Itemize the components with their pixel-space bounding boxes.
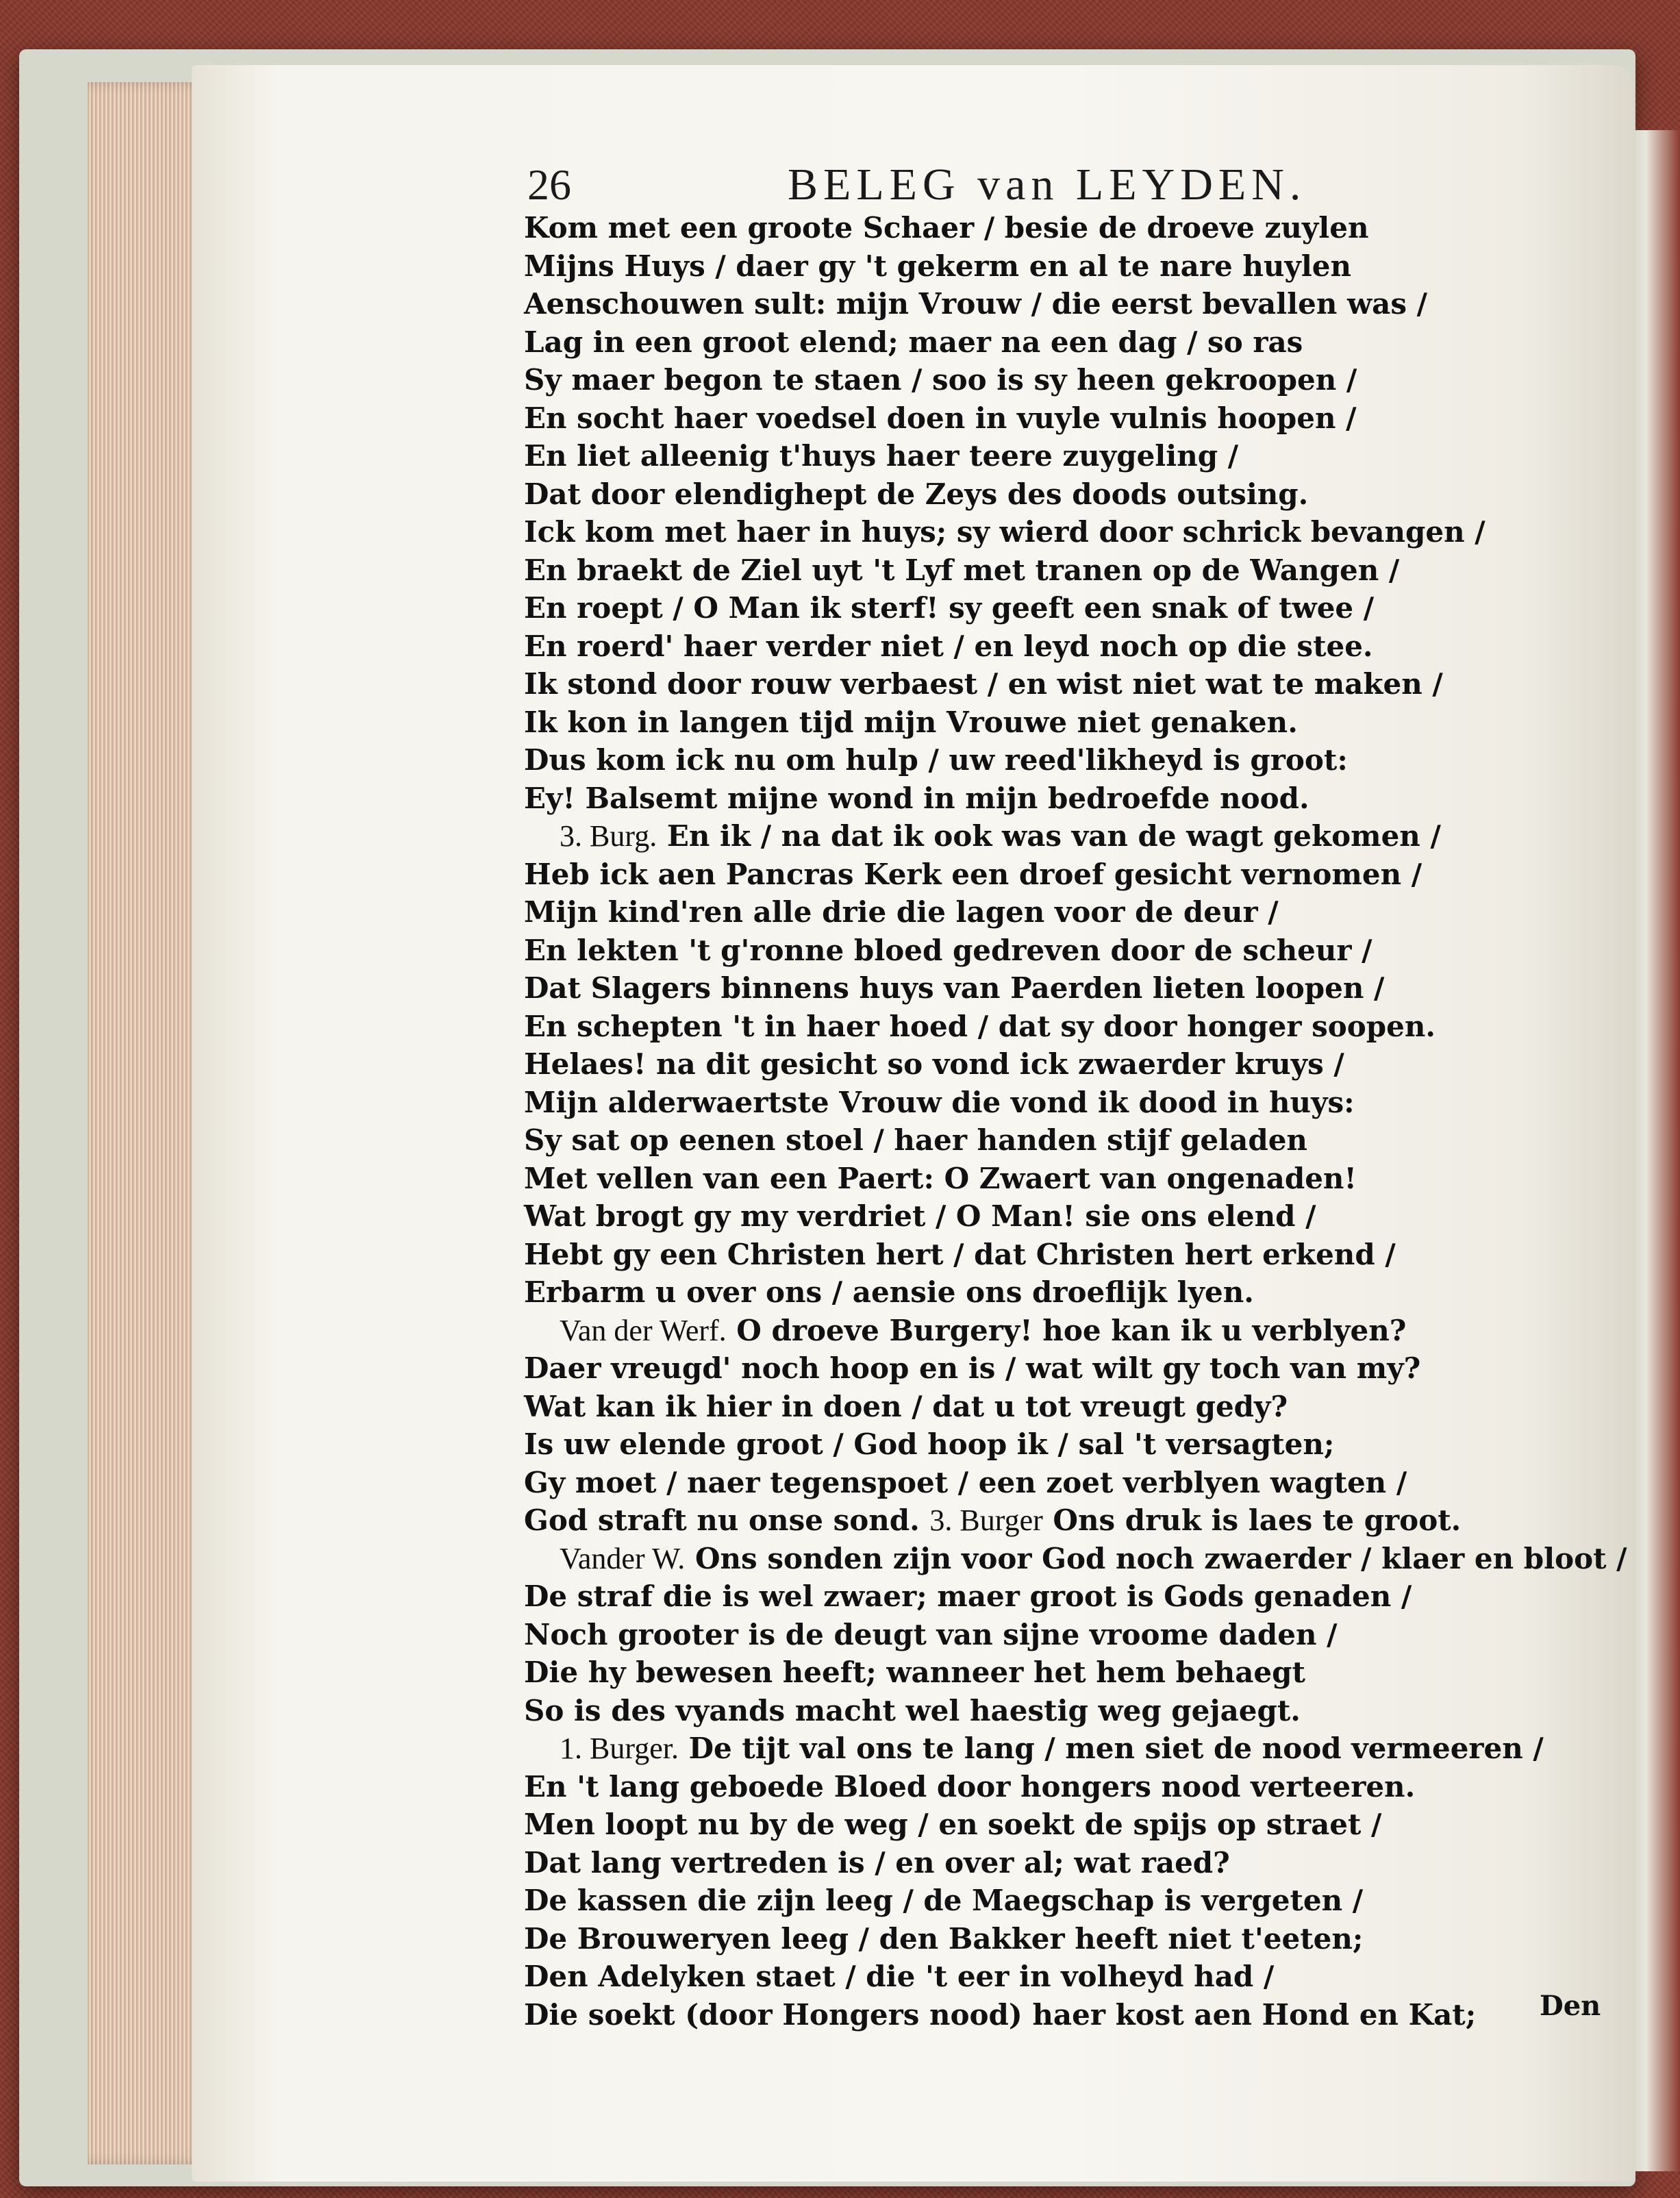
verse-line [524,1920,1606,1958]
verse-line [524,932,1606,970]
speaker-name: 3. Burger [929,1503,1043,1537]
line-text: Sy sat op eenen stoel / haer handen stijf geladen [524,1123,1307,1157]
line-text: En braekt de Ziel uyt 't Lyf met tranen op de Wangen / [524,553,1400,587]
verse-line [524,1844,1606,1882]
verse-line [524,361,1606,399]
verse-line [524,209,1606,247]
verse-line [524,285,1606,323]
verse-line [524,475,1606,514]
line-text: Wat kan ik hier in doen / dat u tot vreugt gedy? [524,1389,1288,1423]
line-text: Mijns Huys / daer gy 't gekerm en al te nare huylen [524,249,1352,283]
line-text: So is des vyands macht wel haestig weg gejaegt. [524,1693,1301,1727]
line-text: Gy moet / naer tegenspoet / een zoet verblyen wagten / [524,1465,1407,1499]
verse-line [524,1806,1606,1844]
verse-line [524,1464,1606,1502]
line-text: De tijt val ons te lang / men siet de nood vermeeren / [688,1732,1544,1765]
verse-line [524,1236,1606,1274]
verse-line [524,1540,1627,1578]
verse-line [524,1653,1606,1692]
running-head [527,154,1418,216]
line-text: Heb ick aen Pancras Kerk een droef gesicht vernomen / [524,857,1422,891]
line-text: Die hy bewesen heeft; wanneer het hem behaegt [524,1656,1305,1689]
line-text: Ons druk is laes te groot. [1053,1503,1462,1537]
line-text: Is uw elende groot / God hoop ik / sal 't versagten; [524,1427,1335,1461]
verse-line [524,1084,1606,1122]
line-text: Mijn kind'ren alle drie die lagen voor de deur / [524,895,1279,929]
line-text: Ick kom met haer in huys; sy wierd door schrick bevangen / [524,515,1485,549]
line-text: De kassen die zijn leeg / de Maegschap is vergeten / [524,1884,1364,1917]
line-text: En schepten 't in haer hoed / dat sy door honger soopen. [524,1009,1435,1043]
verse-line [524,1768,1606,1806]
line-text: Den Adelyken staet / die 't eer in volheyd had / [524,1960,1275,1993]
verse-line [524,1616,1606,1654]
line-text: Mijn alderwaertste Vrouw die vond ik dood in huys: [524,1085,1355,1119]
verse-line [524,1388,1606,1426]
verse-line [524,551,1606,590]
page-number: 26 [527,160,571,209]
line-text: Met vellen van een Paert: O Zwaert van ongenaden! [524,1161,1357,1195]
verse-line [524,1160,1606,1198]
line-text: Noch grooter is de deugt van sijne vroome daden / [524,1617,1338,1651]
line-text: Dat lang vertreden is / en over al; wat raed? [524,1845,1230,1879]
verse-text [524,209,1627,2034]
line-text: Ik kon in langen tijd mijn Vrouwe niet genaken. [524,705,1298,739]
verse-line [524,1996,1606,2034]
line-text: En lekten 't g'ronne bloed gedreven door de scheur / [524,933,1372,967]
verse-line [524,703,1606,742]
line-text: Lag in een groot elend; maer na een dag / so ras [524,325,1303,359]
verse-line [524,1349,1606,1388]
speaker-name: 3. Burg. [560,819,657,853]
line-text: Aenschouwen sult: mijn Vrouw / die eerst bevallen was / [524,287,1427,321]
line-text: Men loopt nu by de weg / en soekt de spijs op straet / [524,1808,1382,1841]
verse-line [524,1197,1606,1236]
verse-line [524,1958,1606,1996]
verse-line [524,437,1606,475]
line-text: Erbarm u over ons / aensie ons droeflijk lyen. [524,1275,1254,1309]
verse-line [524,779,1606,818]
line-text: Hebt gy een Christen hert / dat Christen hert erkend / [524,1237,1396,1271]
verse-line [524,589,1606,627]
line-text: Ik stond door rouw verbaest / en wist niet wat te maken / [524,667,1443,701]
line-text: En ik / na dat ik ook was van de wagt gekomen / [666,819,1441,853]
verse-line [524,856,1606,894]
verse-line [524,1008,1606,1046]
line-text: Sy maer begon te staen / soo is sy heen gekroopen / [524,363,1357,397]
line-text: Ey! Balsemt mijne wond in mijn bedroefde nood. [524,781,1309,815]
line-text: Ons sonden zijn voor God noch zwaerder / klaer en bloot / [694,1541,1627,1575]
verse-line [524,817,1606,856]
line-text: Die soekt (door Hongers nood) haer kost aen Hond en Kat; [524,1997,1477,2032]
verse-line [524,513,1606,551]
verse-line [524,1425,1606,1464]
verse-line [524,1121,1606,1160]
line-text: Wat brogt gy my verdriet / O Man! sie ons elend / [524,1199,1316,1233]
verse-line [524,741,1606,779]
line-text: Dus kom ick nu om hulp / uw reed'likheyd is groot: [524,743,1348,777]
verse-line [524,1577,1606,1616]
line-text: En roept / O Man ik sterf! sy geeft een snak of twee / [524,591,1375,625]
line-text: God straft nu onse sond. [524,1503,920,1537]
line-text: En liet alleenig t'huys haer teere zuygeling / [524,439,1239,473]
line-text: En roerd' haer verder niet / en leyd noch op die stee. [524,629,1373,663]
catchword: Den [1540,1990,1601,2022]
speaker-name: Vander W. [560,1541,686,1575]
verse-line [524,893,1606,932]
line-text: Dat Slagers binnens huys van Paerden lieten loopen / [524,971,1385,1005]
verse-line [524,247,1606,286]
page-title: BELEG van LEYDEN. [788,160,1307,210]
verse-line [524,627,1606,666]
line-text: Kom met een groote Schaer / besie de droeve zuylen [524,211,1369,245]
line-text: De straf die is wel zwaer; maer groot is Gods genaden / [524,1579,1412,1613]
verse-line [524,665,1606,703]
line-text: Helaes! na dit gesicht so vond ick zwaerder kruys / [524,1047,1344,1081]
line-text: En socht haer voedsel doen in vuyle vulnis hoopen / [524,401,1357,435]
verse-line [524,399,1606,438]
verse-line [524,1273,1606,1312]
verse-line [524,1501,1606,1540]
verse-line [524,1882,1606,1920]
speaker-name: 1. Burger. [560,1732,679,1765]
verse-line [524,1692,1606,1730]
speaker-name: Van der Werf. [560,1313,727,1347]
line-text: En 't lang geboede Bloed door hongers nood verteeren. [524,1769,1416,1803]
verse-line [524,969,1606,1008]
line-text: Dat door elendighept de Zeys des doods outsing. [524,477,1309,511]
line-text: Daer vreugd' noch hoop en is / wat wilt gy toch van my? [524,1351,1421,1385]
verse-line [524,323,1606,362]
verse-line [524,1312,1606,1350]
page-edges [88,82,208,2164]
line-text: O droeve Burgery! hoe kan ik u verblyen? [736,1313,1407,1347]
line-text: De Brouweryen leeg / den Bakker heeft niet t'eeten; [524,1921,1364,1956]
verse-line [524,1045,1606,1084]
verse-line [524,1729,1606,1768]
